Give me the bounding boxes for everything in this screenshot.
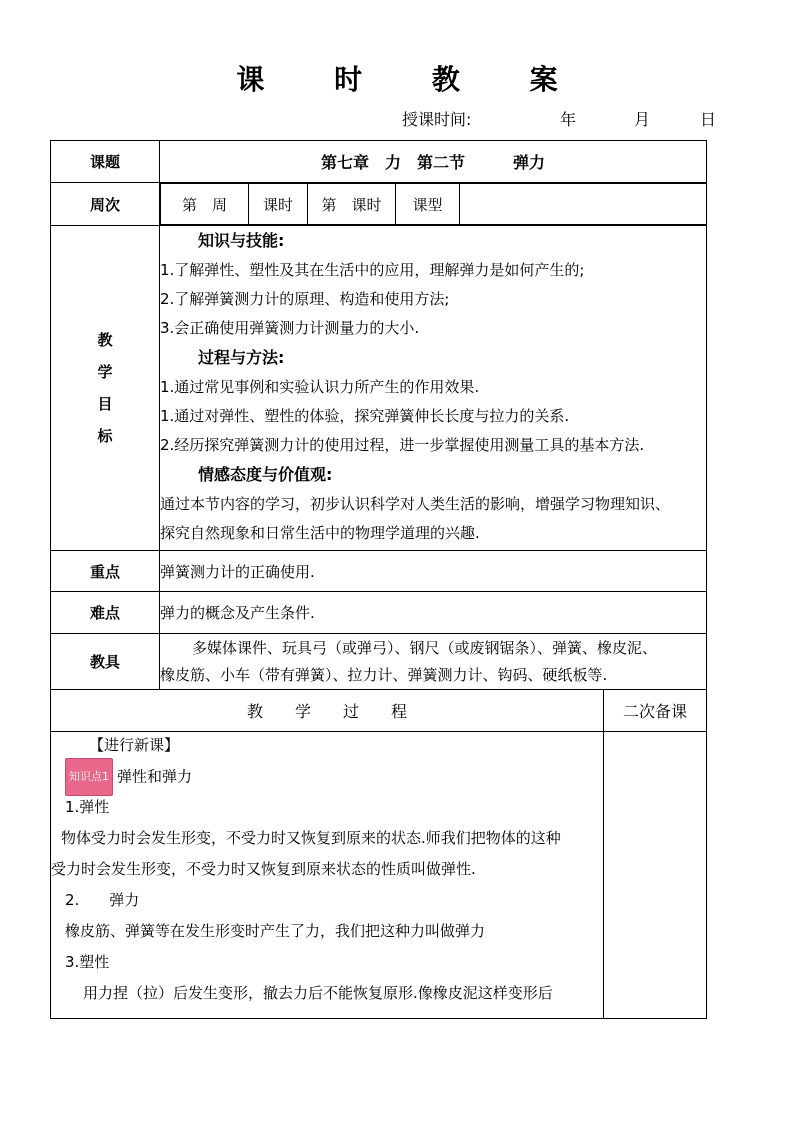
goal-item: 2.经历探究弹簧测力计的使用过程，进一步掌握使用测量工具的基本方法. xyxy=(160,436,645,454)
goals-label-char: 目 xyxy=(97,395,113,413)
difficulty-value: 弹力的概念及产生条件. xyxy=(160,592,707,634)
lesson-hour-label: 课时 xyxy=(249,184,308,225)
process-line: 橡皮筋、弹簧等在发生形变时产生了力，我们把这种力叫做弹力 xyxy=(65,922,486,940)
goal-item: 1.通过常见事例和实验认识力所产生的作用效果. xyxy=(160,378,480,396)
goals-heading-knowledge: 知识与技能: xyxy=(198,231,285,250)
goals-label-char: 教 xyxy=(97,331,113,349)
goal-item: 探究自然现象和日常生活中的物理学道理的兴趣. xyxy=(160,524,480,542)
goal-item: 通过本节内容的学习，初步认识科学对人类生活的影响，增强学习物理知识、 xyxy=(160,495,671,513)
process-line: 用力捏（拉）后发生变形，撤去力后不能恢复原形.像橡皮泥这样变形后 xyxy=(83,984,553,1002)
process-line: 3.塑性 xyxy=(65,953,110,971)
knowledge-point-title: 弹性和弹力 xyxy=(117,767,193,786)
process-line: 1.弹性 xyxy=(65,798,110,816)
lesson-type-label: 课型 xyxy=(396,184,460,225)
week-cells xyxy=(160,183,706,225)
difficulty-label: 难点 xyxy=(51,592,160,634)
goals-heading-process: 过程与方法: xyxy=(198,348,285,367)
week-label: 周次 xyxy=(51,183,160,226)
date-year: 年 xyxy=(560,110,577,129)
goals-label xyxy=(51,226,160,551)
revision-header: 二次备课 xyxy=(604,690,707,732)
process-header: 教 学 过 程 xyxy=(51,690,604,732)
key-value: 弹簧测力计的正确使用. xyxy=(160,551,707,592)
revision-notes-cell xyxy=(604,732,707,1019)
key-label: 重点 xyxy=(51,551,160,592)
goals-content xyxy=(160,226,707,551)
process-intro: 【进行新课】 xyxy=(89,736,180,754)
knowledge-point-tag: 知识点1 xyxy=(65,758,113,796)
date-day: 日 xyxy=(700,110,717,129)
lesson-plan-table xyxy=(50,140,707,1019)
process-line: 物体受力时会发生形变，不受力时又恢复到原来的状态.师我们把物体的这种 xyxy=(61,829,561,847)
tools-line: 多媒体课件、玩具弓（或弹弓）、钢尺（或废钢锯条）、弹簧、橡皮泥、 xyxy=(192,638,658,657)
date-month: 月 xyxy=(634,110,651,129)
topic-value: 第七章 力 第二节 弹力 xyxy=(160,141,707,183)
lesson-hour-cell: 第 课时 xyxy=(308,184,396,225)
process-content xyxy=(51,732,604,1019)
goals-label-char: 标 xyxy=(97,427,113,445)
week-cell: 第 周 xyxy=(161,184,249,225)
goal-item: 1.了解弹性、塑性及其在生活中的应用，理解弹力是如何产生的; xyxy=(160,261,585,279)
tools-value xyxy=(160,634,707,690)
tools-label: 教具 xyxy=(51,634,160,690)
process-line: 2. 弹力 xyxy=(65,891,140,909)
goal-item: 2.了解弹簧测力计的原理、构造和使用方法; xyxy=(160,290,450,308)
lesson-type-value xyxy=(460,184,707,225)
process-line: 受力时会发生形变，不受力时又恢复到原来状态的性质叫做弹性. xyxy=(51,860,476,878)
topic-label: 课题 xyxy=(51,141,160,183)
goal-item: 1.通过对弹性、塑性的体验，探究弹簧伸长长度与拉力的关系. xyxy=(160,407,570,425)
tools-line: 橡皮筋、小车（带有弹簧）、拉力计、弹簧测力计、钩码、硬纸板等. xyxy=(160,665,608,684)
goal-item: 3.会正确使用弹簧测力计测量力的大小. xyxy=(160,319,420,337)
date-label: 授课时间: xyxy=(402,110,472,129)
goals-label-char: 学 xyxy=(97,363,113,381)
page-title: 课 时 教 案 xyxy=(236,63,588,96)
knowledge-point xyxy=(51,758,603,792)
goals-heading-attitude: 情感态度与价值观: xyxy=(198,465,333,484)
